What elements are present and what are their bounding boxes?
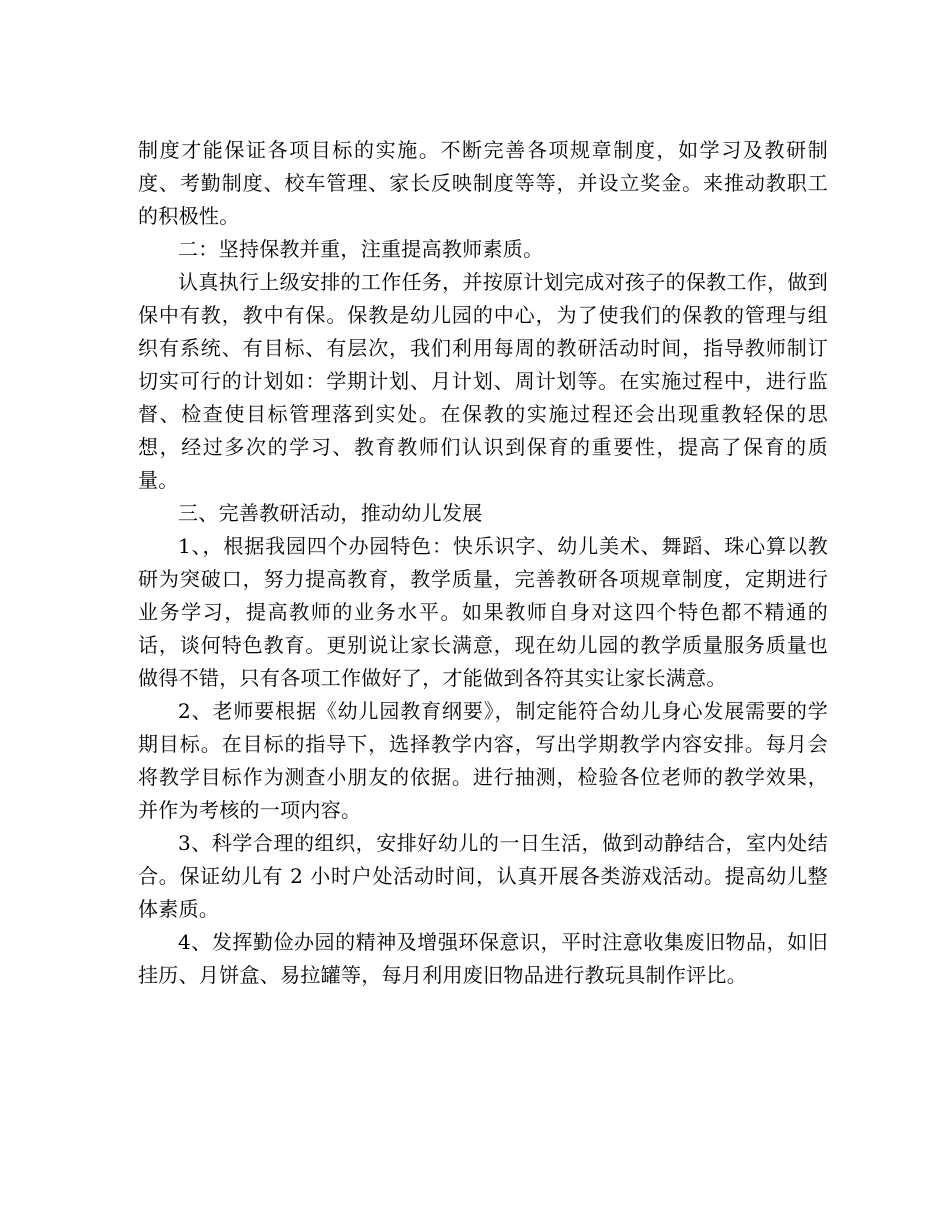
paragraph-3: 认真执行上级安排的工作任务，并按原计划完成对孩子的保教工作，做到保中有教，教中有保。保教是幼儿园的中心，为了使我们的保教的管理与组织有系统、有目标、有层次，我们利用每周的教研活动时间，指导教师制订切实可行的计划如：学期计划、月计划、周计划等。在实施过程中，进行监督、检查使目标管理落到实处。在保教的实施过程还会出现重教轻保的思想，经过多次的学习、教育教师们认识到保育的重要性，提高了保育的质量。 — [138, 270, 828, 492]
paragraph-2: 二：坚持保教并重，注重提高教师素质。 — [178, 237, 544, 261]
document-body — [138, 134, 828, 992]
paragraph-6: 2、老师要根据《幼儿园教育纲要》，制定能符合幼儿身心发展需要的学期目标。在目标的指导下，选择教学内容，写出学期教学内容安排。每月会将教学目标作为测查小朋友的依据。进行抽测，检验各位老师的教学效果，并作为考核的一项内容。 — [138, 699, 828, 822]
paragraph-5: 1、，根据我园四个办园特色：快乐识字、幼儿美术、舞蹈、珠心算以教研为突破口，努力提高教育，教学质量，完善教研各项规章制度，定期进行业务学习，提高教师的业务水平。如果教师自身对这四个特色都不精通的话，谈何特色教育。更别说让家长满意，现在幼儿园的教学质量服务质量也做得不错，只有各项工作做好了，才能做到各符其实让家长满意。 — [138, 534, 828, 690]
paragraph-4: 三、完善教研活动，推动幼儿发展 — [178, 501, 483, 525]
paragraph-8: 4、发挥勤俭办园的精神及增强环保意识，平时注意收集废旧物品，如旧挂历、月饼盒、易拉罐等，每月利用废旧物品进行教玩具制作评比。 — [138, 930, 828, 987]
paragraph-7: 3、科学合理的组织，安排好幼儿的一日生活，做到动静结合，室内处结合。保证幼儿有 2 小时户处活动时间，认真开展各类游戏活动。提高幼儿整体素质。 — [138, 831, 828, 921]
paragraph-1: 制度才能保证各项目标的实施。不断完善各项规章制度，如学习及教研制度、考勤制度、校车管理、家长反映制度等等，并设立奖金。来推动教职工的积极性。 — [138, 138, 828, 228]
